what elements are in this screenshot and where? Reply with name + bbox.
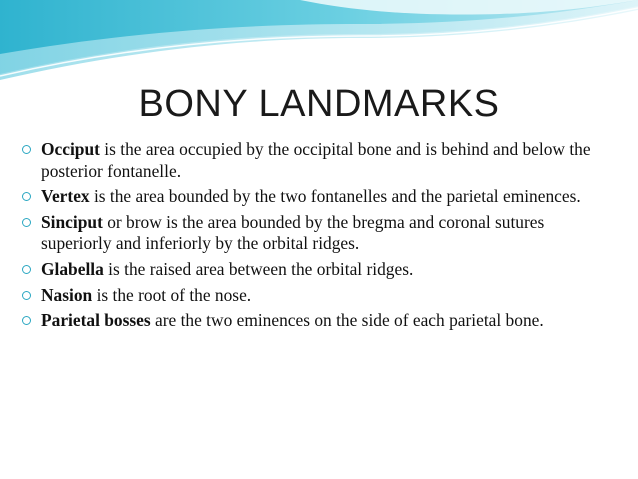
term-vertex: Vertex [41, 186, 90, 207]
definition-sinciput: or brow is the area bounded by the bregma and coronal sutures superiorly and inferiorly by the orbital ridges. [41, 211, 545, 254]
list-item [22, 310, 618, 332]
list-item [22, 139, 618, 182]
hollow-circle-bullet-icon [22, 265, 31, 274]
term-nasion: Nasion [41, 284, 93, 305]
decorative-wave-header [0, 0, 638, 80]
term-occiput: Occiput [41, 139, 100, 159]
hollow-circle-bullet-icon [22, 291, 31, 300]
hollow-circle-bullet-icon [22, 218, 31, 227]
hollow-circle-bullet-icon [22, 145, 31, 154]
term-parietal-bosses: Parietal bosses [41, 310, 151, 331]
list-item [22, 212, 618, 255]
bullet-list [22, 139, 618, 336]
definition-nasion: is the root of the nose. [92, 284, 252, 305]
list-item [22, 285, 618, 307]
slide-title: BONY LANDMARKS [138, 83, 500, 125]
term-glabella: Glabella [41, 258, 104, 279]
hollow-circle-bullet-icon [22, 316, 31, 325]
hollow-circle-bullet-icon [22, 192, 31, 201]
list-item [22, 259, 618, 281]
definition-parietal-bosses: are the two eminences on the side of each parietal bone. [150, 310, 544, 331]
definition-vertex: is the area bounded by the two fontanelles and the parietal eminences. [89, 186, 581, 207]
list-item [22, 186, 618, 208]
definition-glabella: is the raised area between the orbital ridges. [103, 258, 414, 279]
term-sinciput: Sinciput [41, 211, 103, 232]
definition-occiput: is the area occupied by the occipital bone and is behind and below the posterior fontanelle. [41, 139, 591, 181]
